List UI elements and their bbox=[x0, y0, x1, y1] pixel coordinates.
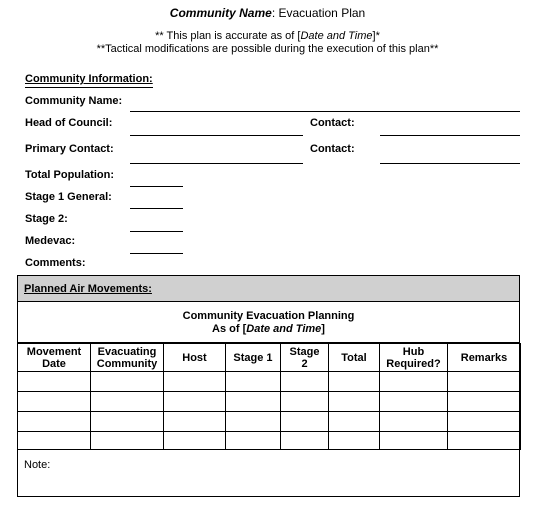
stage1-general-label: Stage 1 General: bbox=[25, 191, 112, 203]
accuracy-suffix: ]* bbox=[372, 30, 380, 42]
table-cell[interactable] bbox=[18, 372, 91, 392]
tactical-note: **Tactical modifications are possible during the execution of this plan** bbox=[96, 43, 439, 55]
table-cell[interactable] bbox=[18, 392, 91, 412]
col-header-hub-required bbox=[380, 344, 448, 372]
note-label: Note: bbox=[24, 459, 51, 471]
air-movements-heading: Planned Air Movements: bbox=[24, 283, 152, 295]
accuracy-note bbox=[0, 30, 535, 42]
col-header-line1: Stage bbox=[289, 345, 320, 358]
col-header-line1: Stage 1 bbox=[233, 351, 273, 364]
table-row[interactable] bbox=[18, 392, 521, 412]
table-cell[interactable] bbox=[380, 412, 448, 432]
table-cell[interactable] bbox=[380, 392, 448, 412]
col-header-line1: Hub bbox=[402, 345, 425, 358]
table-cell[interactable] bbox=[226, 392, 281, 412]
table-title-line2 bbox=[18, 323, 519, 336]
contact-label-1: Contact: bbox=[310, 117, 355, 129]
col-header-evacuating-community bbox=[91, 344, 164, 372]
document-title bbox=[0, 6, 535, 20]
table-cell[interactable] bbox=[329, 432, 380, 450]
col-header-line2: Community bbox=[96, 357, 158, 370]
stage2-field[interactable] bbox=[130, 231, 183, 232]
table-row[interactable] bbox=[18, 412, 521, 432]
table-cell[interactable] bbox=[448, 432, 521, 450]
col-header-line1: Movement bbox=[26, 345, 82, 358]
community-info-heading: Community Information: bbox=[25, 73, 153, 85]
table-cell[interactable] bbox=[281, 412, 329, 432]
contact-field-2[interactable] bbox=[380, 163, 520, 164]
table-cell[interactable] bbox=[380, 372, 448, 392]
table-cell[interactable] bbox=[164, 432, 226, 450]
stage2-label: Stage 2: bbox=[25, 213, 68, 225]
accuracy-prefix: ** This plan is accurate as of [ bbox=[155, 30, 301, 42]
col-header-line1: Remarks bbox=[460, 351, 508, 364]
table-cell[interactable] bbox=[164, 412, 226, 432]
table-cell[interactable] bbox=[18, 432, 91, 450]
community-name-field[interactable] bbox=[130, 111, 520, 112]
col-header-stage1 bbox=[226, 344, 281, 372]
primary-contact-field[interactable] bbox=[130, 163, 303, 164]
table-cell[interactable] bbox=[226, 412, 281, 432]
col-header-remarks bbox=[448, 344, 521, 372]
head-of-council-field[interactable] bbox=[130, 135, 303, 136]
table-cell[interactable] bbox=[448, 412, 521, 432]
col-header-line2: Date bbox=[42, 357, 66, 370]
table-row[interactable] bbox=[18, 432, 521, 450]
table-cell[interactable] bbox=[281, 392, 329, 412]
col-header-host bbox=[164, 344, 226, 372]
table-cell[interactable] bbox=[329, 392, 380, 412]
evacuation-table bbox=[17, 343, 521, 450]
col-header-movement-date bbox=[18, 344, 91, 372]
subtitle-prefix: As of [ bbox=[212, 323, 247, 335]
table-cell[interactable] bbox=[329, 412, 380, 432]
table-cell[interactable] bbox=[91, 412, 164, 432]
comments-label: Comments: bbox=[25, 257, 86, 269]
col-header-line1: Total bbox=[341, 351, 367, 364]
table-cell[interactable] bbox=[380, 432, 448, 450]
table-title-line1: Community Evacuation Planning bbox=[182, 310, 355, 322]
table-header-row bbox=[18, 344, 521, 372]
total-population-label: Total Population: bbox=[25, 169, 115, 181]
title-community-name: Community Name bbox=[169, 6, 272, 20]
table-cell[interactable] bbox=[164, 372, 226, 392]
table-row[interactable] bbox=[18, 372, 521, 392]
col-header-line2: Required? bbox=[386, 357, 441, 370]
col-header-line1: Host bbox=[182, 351, 207, 364]
table-cell[interactable] bbox=[91, 372, 164, 392]
contact-label-2: Contact: bbox=[310, 143, 355, 155]
subtitle-date: Date and Time bbox=[246, 323, 322, 335]
accuracy-date: Date and Time bbox=[300, 30, 373, 42]
col-header-total bbox=[329, 344, 380, 372]
primary-contact-label: Primary Contact: bbox=[25, 143, 114, 155]
medevac-field[interactable] bbox=[130, 253, 183, 254]
table-cell[interactable] bbox=[281, 432, 329, 450]
stage1-general-field[interactable] bbox=[130, 208, 183, 209]
table-cell[interactable] bbox=[18, 412, 91, 432]
head-of-council-label: Head of Council: bbox=[25, 117, 113, 129]
table-cell[interactable] bbox=[448, 372, 521, 392]
table-cell[interactable] bbox=[226, 372, 281, 392]
community-name-label: Community Name: bbox=[25, 95, 123, 107]
table-title bbox=[18, 310, 519, 336]
table-cell[interactable] bbox=[329, 372, 380, 392]
contact-field-1[interactable] bbox=[380, 135, 520, 136]
title-rest: : Evacuation Plan bbox=[271, 6, 366, 20]
table-cell[interactable] bbox=[91, 392, 164, 412]
heading-underline bbox=[25, 87, 153, 88]
table-cell[interactable] bbox=[448, 392, 521, 412]
table-cell[interactable] bbox=[226, 432, 281, 450]
col-header-line1: Evacuating bbox=[97, 345, 157, 358]
table-cell[interactable] bbox=[281, 372, 329, 392]
total-population-field[interactable] bbox=[130, 186, 183, 187]
col-header-line2: 2 bbox=[301, 357, 308, 370]
subtitle-suffix: ] bbox=[321, 323, 325, 335]
col-header-stage2 bbox=[281, 344, 329, 372]
table-cell[interactable] bbox=[164, 392, 226, 412]
table-cell[interactable] bbox=[91, 432, 164, 450]
medevac-label: Medevac: bbox=[25, 235, 76, 247]
